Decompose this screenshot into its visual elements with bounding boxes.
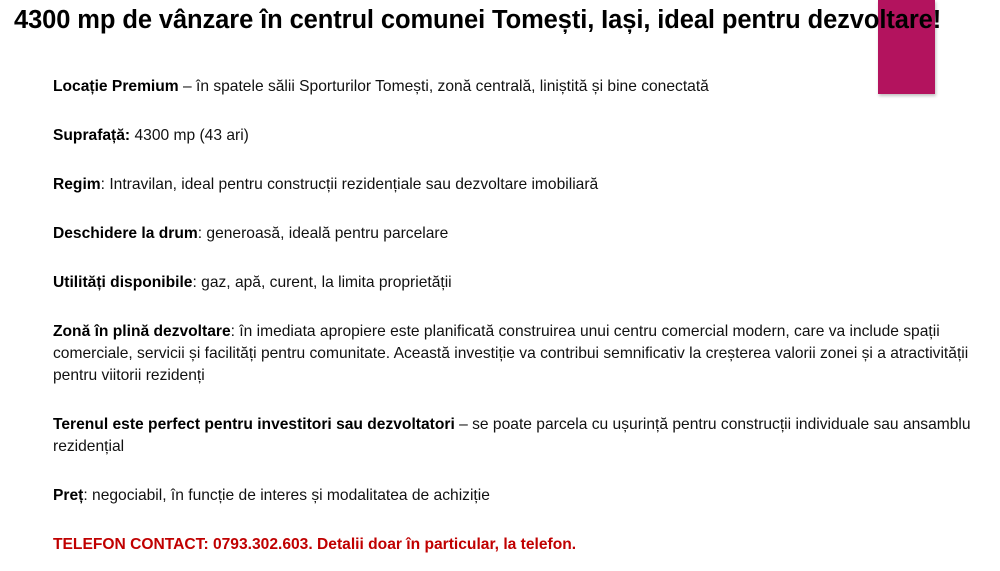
text-road-frontage: generoasă, ideală pentru parcelare <box>206 225 449 242</box>
label-development-zone: Zonă în plină dezvoltare <box>53 323 231 340</box>
label-investors: Terenul este perfect pentru investitori sau dezvoltatori <box>53 416 455 433</box>
page-title: 4300 mp de vânzare în centrul comunei Tomești, Iași, ideal pentru dezvoltare! <box>14 6 942 34</box>
separator: – <box>454 416 473 433</box>
text-development-zone: în imediata apropiere este planificată construirea unui centru comercial modern, care va include spații comerciale, servicii și facilități pentru comunitate. Această investiție va contribui semnificativ la creșterea valorii zonei și a atractivității pentru viitorii rezidenți <box>53 323 969 384</box>
paragraph-utilities <box>53 272 993 294</box>
label-location: Locație Premium <box>53 78 179 95</box>
paragraph-investors <box>53 414 993 458</box>
paragraph-location <box>53 76 993 98</box>
label-regime: Regim <box>53 176 101 193</box>
label-price: Preț <box>53 487 84 504</box>
paragraph-regime <box>53 174 993 196</box>
listing-body <box>53 76 993 571</box>
paragraph-surface <box>53 125 993 147</box>
contact-phone-line: TELEFON CONTACT: 0793.302.603. Detalii doar în particular, la telefon. <box>53 536 577 553</box>
separator: : <box>230 323 240 340</box>
text-location: în spatele sălii Sporturilor Tomești, zonă centrală, liniștită și bine conectată <box>196 78 709 95</box>
paragraph-development-zone <box>53 321 993 387</box>
label-utilities: Utilități disponibile <box>53 274 193 291</box>
text-surface: 4300 mp (43 ari) <box>134 127 249 144</box>
separator: – <box>178 78 196 95</box>
label-road-frontage: Deschidere la drum <box>53 225 198 242</box>
text-investors: se poate parcela cu ușurință pentru construcții individuale sau ansamblu rezidențial <box>53 416 971 455</box>
label-surface: Suprafață: <box>53 127 131 144</box>
separator: : <box>197 225 207 242</box>
paragraph-price <box>53 485 993 507</box>
separator: : <box>192 274 202 291</box>
paragraph-road-frontage <box>53 223 993 245</box>
separator: : <box>83 487 93 504</box>
text-price: negociabil, în funcție de interes și modalitatea de achiziție <box>92 487 490 504</box>
text-utilities: gaz, apă, curent, la limita proprietății <box>201 274 452 291</box>
separator: : <box>100 176 110 193</box>
text-regime: Intravilan, ideal pentru construcții rezidențiale sau dezvoltare imobiliară <box>109 176 599 193</box>
